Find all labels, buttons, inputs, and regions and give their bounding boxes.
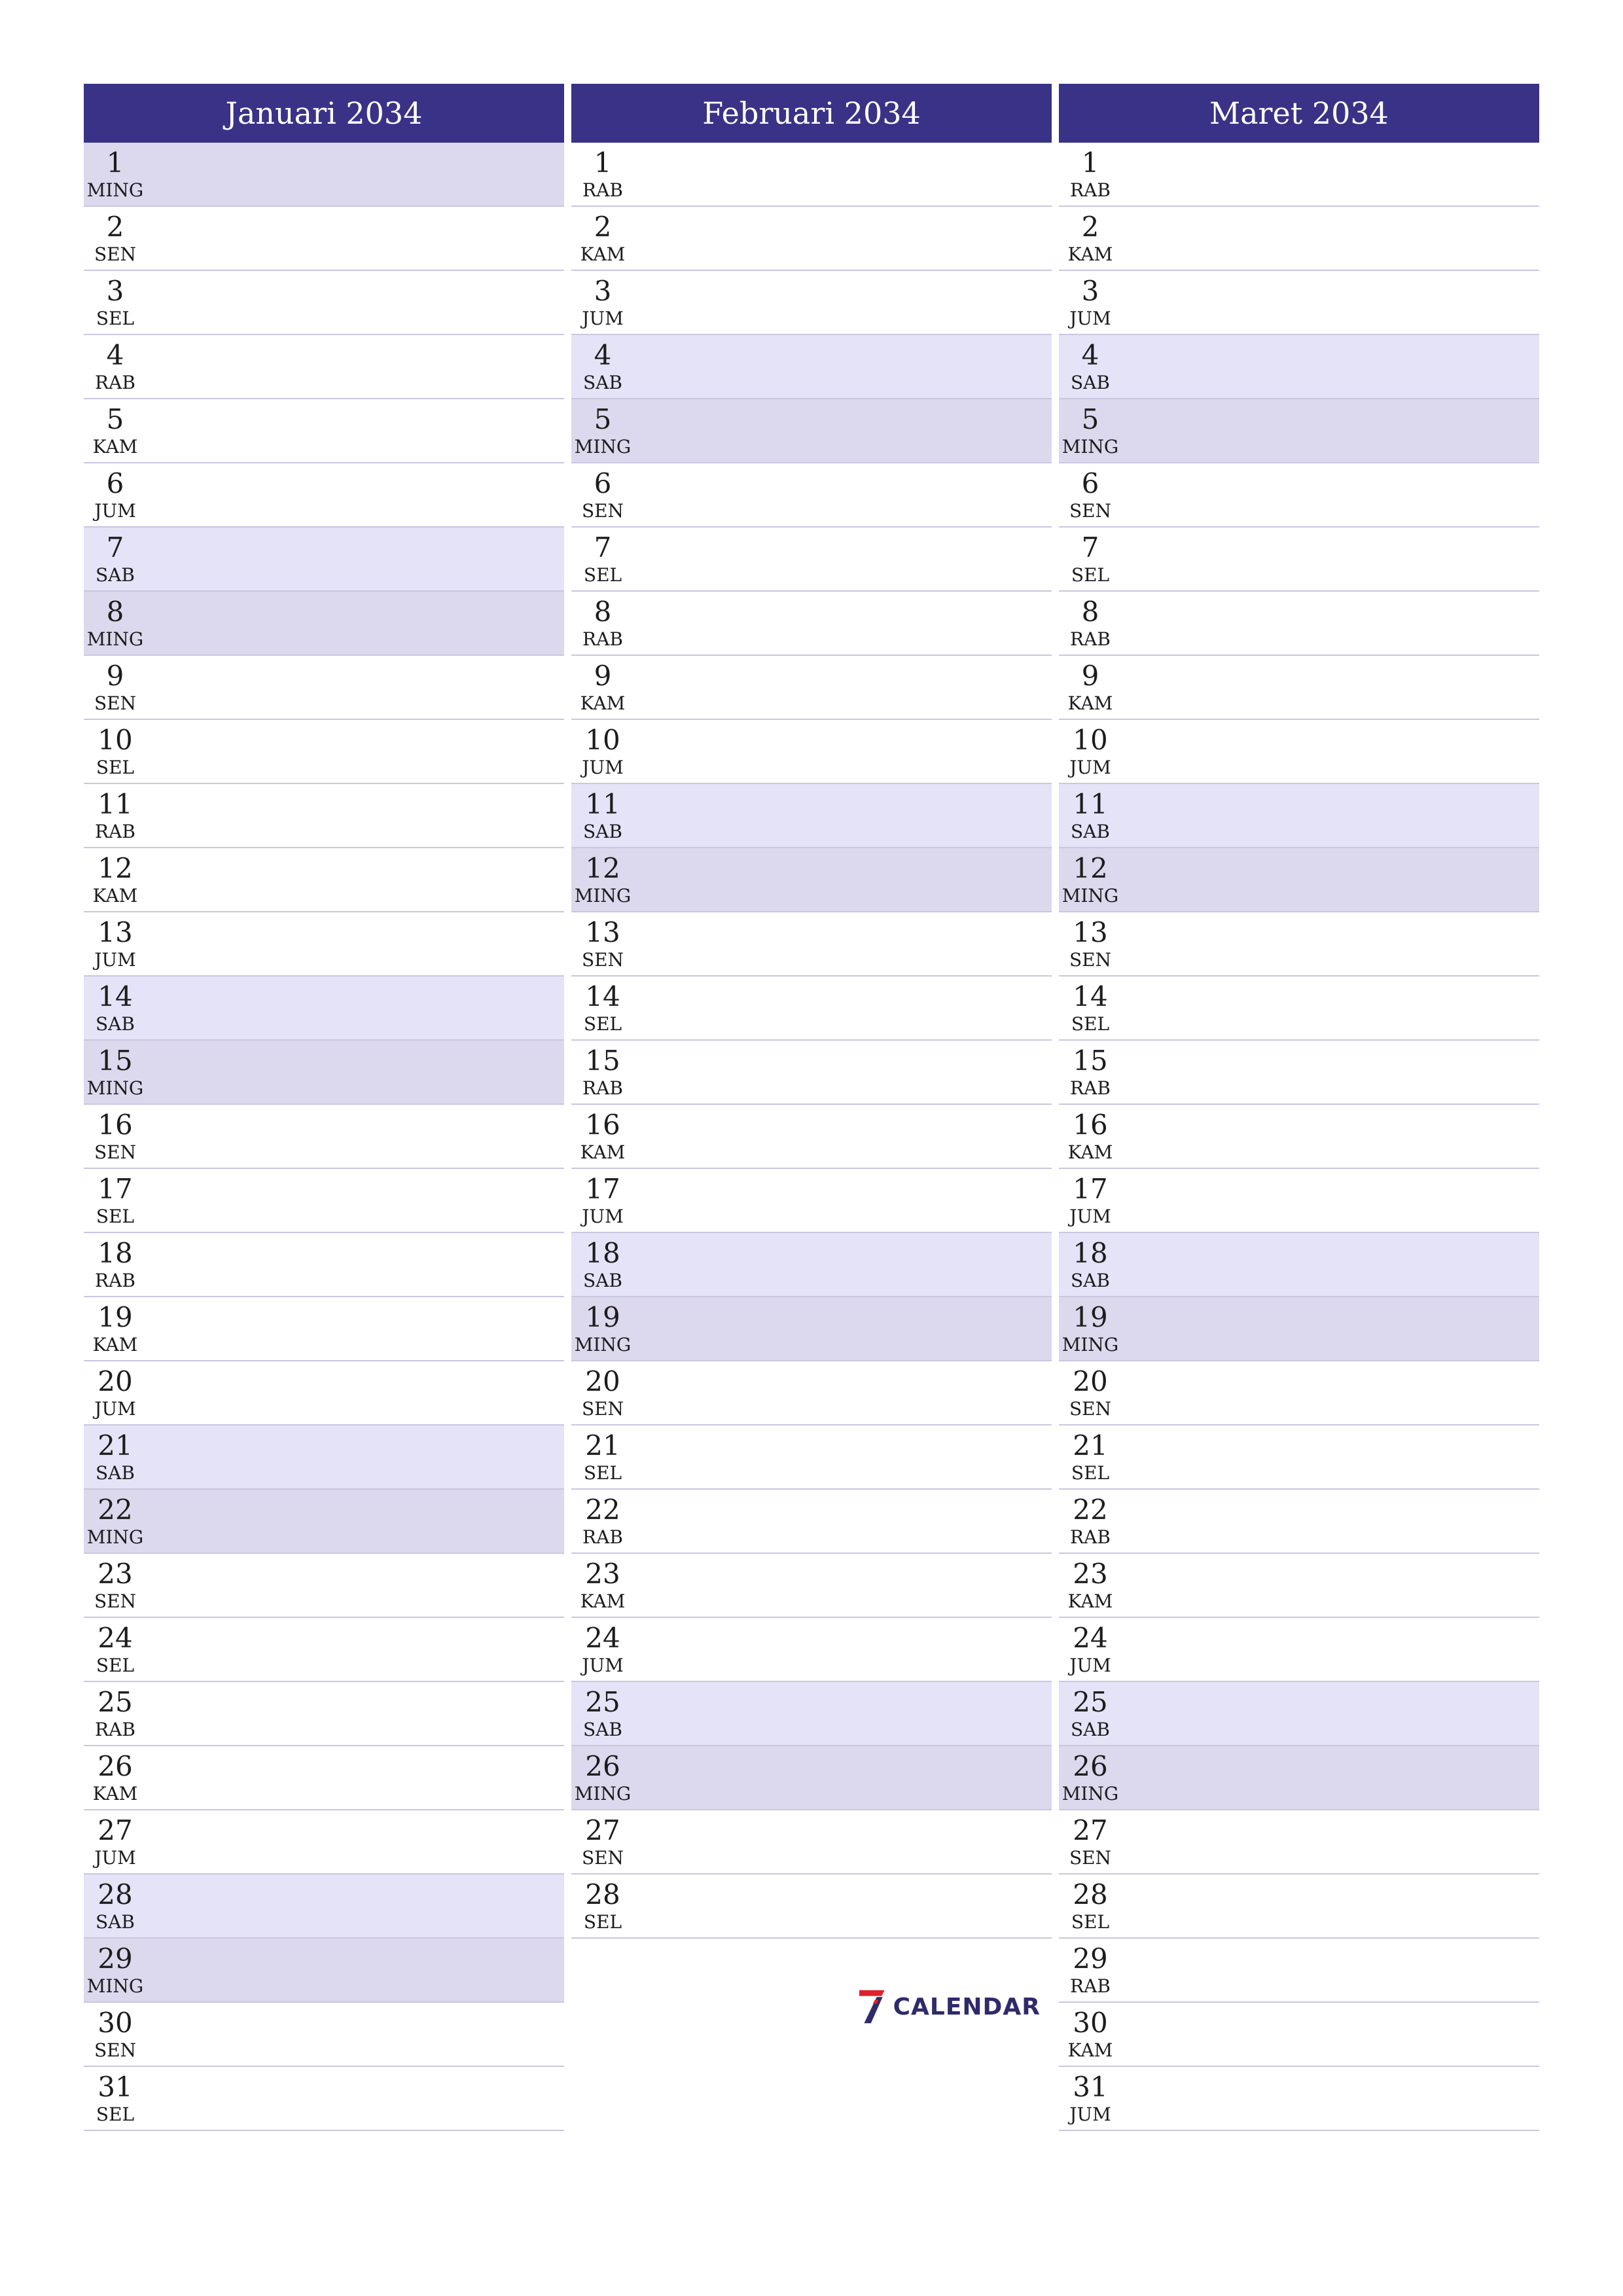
day-number: 29 [1073,1943,1108,1975]
day-of-week: JUM [582,1206,624,1227]
day-number: 1 [1081,147,1099,179]
day-of-week: SAB [96,564,135,586]
month-column-march [1059,84,1539,2131]
day-of-week: SEN [94,1141,137,1163]
day-row [571,1874,1052,1939]
day-number: 16 [585,1109,620,1141]
day-row [571,207,1052,271]
day-row [84,1041,564,1105]
day-row [84,2067,564,2131]
day-row [84,1169,564,1233]
day-of-week: JUM [582,1655,624,1676]
month-column-january [84,84,564,2131]
day-row [1059,335,1539,399]
day-row [84,1746,564,1810]
day-number: 12 [98,852,133,884]
day-number: 17 [585,1173,620,1205]
day-of-week: SAB [583,1270,622,1291]
day-number: 20 [1073,1365,1108,1397]
day-of-week: MING [1061,1334,1119,1355]
day-number: 18 [1073,1237,1108,1269]
day-row [571,1746,1052,1810]
seven-logo-icon [857,1982,887,2032]
day-of-week: MING [574,1783,632,1804]
day-of-week: RAB [582,628,623,650]
month-header [571,84,1052,143]
day-of-week: MING [574,1334,632,1355]
logo-text: CALENDAR [893,1993,1041,2020]
day-row [1059,656,1539,720]
day-of-week: RAB [95,1270,135,1291]
day-of-week: RAB [1070,628,1111,650]
day-row [1059,207,1539,271]
day-of-week: SEL [1071,1462,1110,1484]
day-row [84,1939,564,2003]
day-number: 13 [98,916,133,948]
day-row [1059,1426,1539,1490]
day-row [84,207,564,271]
day-row [84,592,564,656]
day-list [571,143,1052,1939]
day-of-week: SEN [581,500,624,522]
day-of-week: SEL [96,308,135,329]
day-number: 28 [1073,1878,1108,1910]
day-row [1059,720,1539,784]
day-row [571,1618,1052,1682]
day-number: 8 [594,596,612,628]
day-row [571,271,1052,335]
day-number: 21 [98,1429,133,1462]
day-row [84,720,564,784]
day-number: 3 [1081,275,1099,307]
day-number: 12 [585,852,620,884]
day-of-week: SEN [1069,949,1112,971]
day-number: 11 [1073,788,1108,820]
day-row [84,848,564,912]
day-row [1059,592,1539,656]
day-number: 11 [98,788,133,820]
day-row [84,143,564,207]
day-number: 4 [1081,339,1099,371]
day-number: 7 [594,531,612,564]
day-of-week: JUM [582,308,624,329]
day-row [84,528,564,592]
month-title: Maret 2034 [1209,96,1389,131]
day-number: 27 [98,1814,133,1846]
day-number: 23 [585,1558,620,1590]
day-number: 7 [106,531,124,564]
day-of-week: SEN [581,1398,624,1420]
day-number: 6 [594,467,612,499]
day-row [571,1810,1052,1874]
day-row [571,528,1052,592]
day-row [571,848,1052,912]
day-row [571,1426,1052,1490]
day-number: 13 [585,916,620,948]
day-row [1059,1105,1539,1169]
day-row [1059,1810,1539,1874]
day-number: 24 [585,1622,620,1654]
day-number: 31 [1073,2071,1108,2103]
day-number: 8 [1081,596,1099,628]
day-of-week: RAB [95,1719,135,1740]
day-of-week: SAB [583,1719,622,1740]
day-row [1059,1618,1539,1682]
day-number: 25 [1073,1686,1108,1718]
day-of-week: JUM [94,949,136,971]
day-number: 20 [98,1365,133,1397]
day-row [84,1297,564,1361]
day-row [84,1554,564,1618]
day-row [84,335,564,399]
day-row [571,1105,1052,1169]
day-row [84,1490,564,1554]
day-row [84,977,564,1041]
day-number: 15 [1073,1045,1108,1077]
day-number: 29 [98,1943,133,1975]
day-number: 16 [98,1109,133,1141]
day-row [84,1426,564,1490]
day-row [571,977,1052,1041]
day-of-week: RAB [95,821,135,842]
day-number: 9 [106,660,124,692]
day-of-week: SEL [1071,1911,1110,1933]
day-row [1059,1361,1539,1426]
day-row [84,912,564,977]
day-of-week: SAB [583,372,622,393]
day-row [84,1361,564,1426]
day-number: 14 [585,980,620,1013]
day-row [571,1041,1052,1105]
day-of-week: SAB [1071,372,1110,393]
day-number: 25 [585,1686,620,1718]
day-of-week: KAM [1067,2039,1113,2061]
day-number: 27 [585,1814,620,1846]
day-number: 26 [1073,1750,1108,1782]
day-of-week: KAM [580,692,626,714]
day-of-week: RAB [1070,1975,1111,1997]
day-row [571,720,1052,784]
day-number: 18 [585,1237,620,1269]
day-row [571,1490,1052,1554]
day-number: 3 [106,275,124,307]
day-number: 25 [98,1686,133,1718]
day-of-week: SEN [94,1590,137,1612]
day-row [1059,271,1539,335]
day-row [84,271,564,335]
day-of-week: JUM [94,1398,136,1420]
day-of-week: JUM [94,1847,136,1869]
day-of-week: RAB [582,179,623,201]
day-of-week: RAB [95,372,135,393]
day-of-week: JUM [1069,1206,1111,1227]
day-row [1059,977,1539,1041]
month-header [1059,84,1539,143]
day-number: 13 [1073,916,1108,948]
day-number: 17 [1073,1173,1108,1205]
day-row [1059,2003,1539,2067]
day-of-week: SEN [94,243,137,265]
day-of-week: SEN [581,1847,624,1869]
day-of-week: MING [86,179,144,201]
day-of-week: SAB [583,821,622,842]
day-row [1059,463,1539,528]
day-of-week: MING [86,1526,144,1548]
day-number: 28 [98,1878,133,1910]
day-number: 2 [106,211,124,243]
day-of-week: RAB [1070,179,1111,201]
day-of-week: KAM [1067,243,1113,265]
day-of-week: SEL [583,564,622,586]
day-row [1059,1874,1539,1939]
day-of-week: SAB [96,1462,135,1484]
day-number: 6 [1081,467,1099,499]
day-of-week: SAB [1071,821,1110,842]
day-row [1059,1746,1539,1810]
day-of-week: KAM [1067,1141,1113,1163]
day-row [571,399,1052,463]
day-number: 22 [585,1494,620,1526]
calendar-logo [857,1981,1041,2033]
month-column-february [571,84,1052,1939]
day-row [84,1682,564,1746]
day-list [84,143,564,2131]
day-number: 1 [106,147,124,179]
day-row [1059,1169,1539,1233]
month-header [84,84,564,143]
day-of-week: MING [86,1975,144,1997]
day-number: 10 [585,724,620,756]
day-row [1059,1939,1539,2003]
day-row [571,1297,1052,1361]
day-number: 4 [594,339,612,371]
day-number: 14 [1073,980,1108,1013]
day-row [1059,912,1539,977]
day-number: 17 [98,1173,133,1205]
day-of-week: MING [574,885,632,906]
day-row [571,463,1052,528]
day-of-week: SAB [1071,1719,1110,1740]
day-row [84,1874,564,1939]
day-of-week: MING [1061,885,1119,906]
day-number: 20 [585,1365,620,1397]
day-of-week: SEL [96,2104,135,2125]
day-number: 19 [1073,1301,1108,1333]
day-number: 2 [594,211,612,243]
day-row [1059,1297,1539,1361]
day-row [1059,399,1539,463]
day-of-week: MING [1061,436,1119,457]
day-row [571,143,1052,207]
day-row [571,1361,1052,1426]
day-of-week: JUM [1069,1655,1111,1676]
day-number: 26 [585,1750,620,1782]
day-of-week: KAM [1067,692,1113,714]
day-of-week: MING [86,628,144,650]
day-number: 4 [106,339,124,371]
day-of-week: KAM [92,1783,138,1804]
day-row [84,656,564,720]
day-row [571,656,1052,720]
day-number: 9 [1081,660,1099,692]
day-number: 7 [1081,531,1099,564]
day-row [571,1554,1052,1618]
day-number: 18 [98,1237,133,1269]
day-number: 26 [98,1750,133,1782]
day-of-week: SEN [1069,1398,1112,1420]
day-of-week: MING [1061,1783,1119,1804]
day-number: 5 [594,403,612,435]
day-of-week: SAB [96,1013,135,1035]
day-number: 12 [1073,852,1108,884]
day-number: 22 [1073,1494,1108,1526]
day-row [1059,1233,1539,1297]
day-number: 3 [594,275,612,307]
day-number: 8 [106,596,124,628]
day-of-week: SEN [94,692,137,714]
day-of-week: KAM [92,1334,138,1355]
month-title: Februari 2034 [702,96,921,131]
day-row [1059,848,1539,912]
day-of-week: JUM [1069,2104,1111,2125]
day-of-week: JUM [1069,308,1111,329]
day-of-week: SAB [1071,1270,1110,1291]
day-of-week: RAB [1070,1077,1111,1099]
day-of-week: SEN [94,2039,137,2061]
day-row [571,592,1052,656]
day-row [84,1810,564,1874]
day-of-week: MING [574,436,632,457]
day-number: 28 [585,1878,620,1910]
day-of-week: SAB [96,1911,135,1933]
day-row [1059,1682,1539,1746]
day-of-week: JUM [582,757,624,778]
day-of-week: KAM [92,885,138,906]
day-number: 10 [1073,724,1108,756]
day-number: 9 [594,660,612,692]
day-number: 5 [1081,403,1099,435]
day-number: 31 [98,2071,133,2103]
day-row [1059,2067,1539,2131]
day-number: 1 [594,147,612,179]
day-number: 15 [585,1045,620,1077]
day-row [1059,528,1539,592]
day-of-week: SEN [581,949,624,971]
day-number: 19 [98,1301,133,1333]
day-list [1059,143,1539,2131]
day-number: 11 [585,788,620,820]
day-of-week: SEL [96,1655,135,1676]
day-of-week: RAB [582,1077,623,1099]
day-of-week: JUM [1069,757,1111,778]
day-row [84,2003,564,2067]
day-row [1059,1490,1539,1554]
day-number: 24 [1073,1622,1108,1654]
day-row [1059,784,1539,848]
day-row [84,463,564,528]
day-of-week: SEL [96,1206,135,1227]
day-number: 22 [98,1494,133,1526]
month-title: Januari 2034 [225,96,423,131]
day-row [84,1618,564,1682]
day-of-week: SEL [96,757,135,778]
day-row [84,1105,564,1169]
day-number: 30 [98,2007,133,2039]
day-number: 19 [585,1301,620,1333]
day-of-week: SEL [1071,564,1110,586]
day-of-week: RAB [582,1526,623,1548]
day-row [571,912,1052,977]
day-of-week: KAM [1067,1590,1113,1612]
day-number: 21 [1073,1429,1108,1462]
day-row [1059,1041,1539,1105]
day-of-week: SEL [583,1911,622,1933]
day-of-week: KAM [580,1590,626,1612]
day-number: 10 [98,724,133,756]
day-of-week: SEL [583,1462,622,1484]
day-number: 21 [585,1429,620,1462]
day-number: 2 [1081,211,1099,243]
day-row [571,335,1052,399]
day-row [571,1169,1052,1233]
day-of-week: MING [86,1077,144,1099]
day-number: 14 [98,980,133,1013]
day-number: 6 [106,467,124,499]
day-of-week: KAM [92,436,138,457]
day-row [84,399,564,463]
day-of-week: SEN [1069,1847,1112,1869]
day-of-week: JUM [94,500,136,522]
day-number: 30 [1073,2007,1108,2039]
day-row [571,1233,1052,1297]
day-row [84,784,564,848]
day-row [1059,143,1539,207]
day-number: 16 [1073,1109,1108,1141]
day-of-week: SEN [1069,500,1112,522]
day-number: 23 [1073,1558,1108,1590]
day-number: 15 [98,1045,133,1077]
day-number: 5 [106,403,124,435]
day-row [571,1682,1052,1746]
day-row [84,1233,564,1297]
day-number: 24 [98,1622,133,1654]
day-row [1059,1554,1539,1618]
day-of-week: KAM [580,1141,626,1163]
day-of-week: SEL [1071,1013,1110,1035]
day-number: 23 [98,1558,133,1590]
day-number: 27 [1073,1814,1108,1846]
day-of-week: SEL [583,1013,622,1035]
day-of-week: RAB [1070,1526,1111,1548]
day-row [571,784,1052,848]
day-of-week: KAM [580,243,626,265]
